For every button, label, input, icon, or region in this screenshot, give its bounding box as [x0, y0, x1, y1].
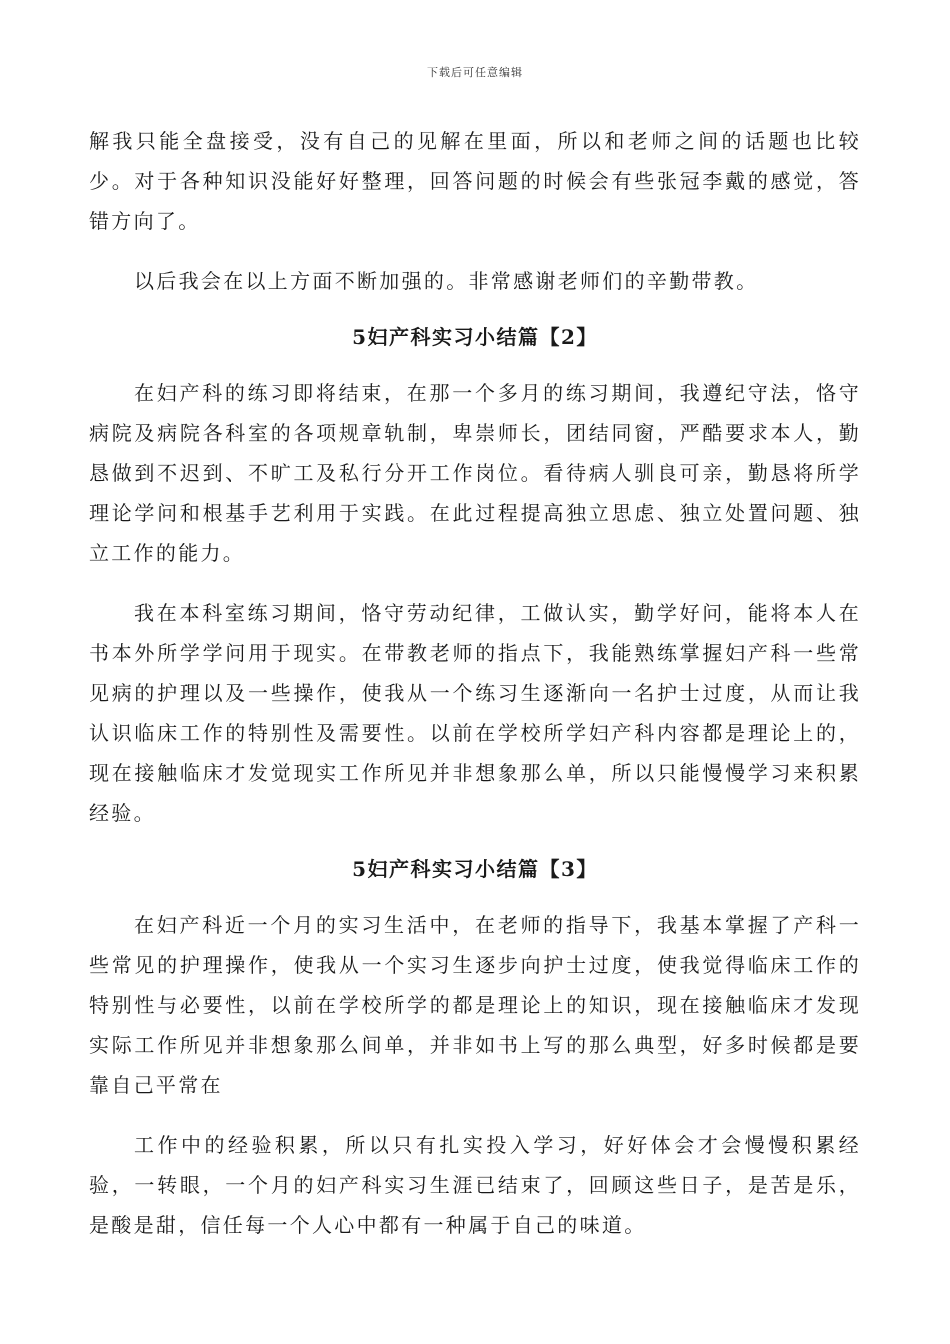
paragraph-continuation: 解我只能全盘接受，没有自己的见解在里面，所以和老师之间的话题也比较少。对于各种知识没能好好整理，回答问题的时候会有些张冠李戴的感觉，答错方向了。: [89, 129, 861, 233]
paragraph-closing: 以后我会在以上方面不断加强的。非常感谢老师们的辛勤带教。: [134, 269, 759, 293]
paragraph-section2-1: 在妇产科的练习即将结束，在那一个多月的练习期间，我遵纪守法，恪守病院及病院各科室的各项规章轨制，卑崇师长，团结同窗，严酷要求本人，勤恳做到不迟到、不旷工及私行分开工作岗位。看待病人驯良可亲，勤恳将所学理论学问和根基手艺利用于实践。在此过程提高独立思虑、独立处置问题、独立工作的能力。: [89, 381, 861, 565]
page-header: 下载后可任意编辑: [427, 66, 523, 79]
paragraph-section3-2: 工作中的经验积累，所以只有扎实投入学习，好好体会才会慢慢积累经验，一转眼，一个月的妇产科实习生涯已结束了，回顾这些日子，是苦是乐，是酸是甜，信任每一个人心中都有一种属于自己的味道。: [89, 1133, 861, 1237]
section-heading-2: 5妇产科实习小结篇【2】: [352, 325, 598, 349]
paragraph-section2-2: 我在本科室练习期间，恪守劳动纪律，工做认实，勤学好问，能将本人在书本外所学学问用于现实。在带教老师的指点下，我能熟练掌握妇产科一些常见病的护理以及一些操作，使我从一个练习生逐渐向一名护士过度，从而让我认识临床工作的特别性及需要性。以前在学校所学妇产科内容都是理论上的，现在接触临床才发觉现实工作所见并非想象那么单，所以只能慢慢学习来积累经验。: [89, 601, 861, 825]
document-body: [89, 121, 861, 1245]
paragraph-section3-1: 在妇产科近一个月的实习生活中，在老师的指导下，我基本掌握了产科一些常见的护理操作，使我从一个实习生逐步向护士过度，使我觉得临床工作的特别性与必要性，以前在学校所学的都是理论上的知识，现在接触临床才发现实际工作所见并非想象那么间单，并非如书上写的那么典型，好多时候都是要靠自己平常在: [89, 913, 861, 1097]
section-heading-3: 5妇产科实习小结篇【3】: [352, 857, 598, 881]
